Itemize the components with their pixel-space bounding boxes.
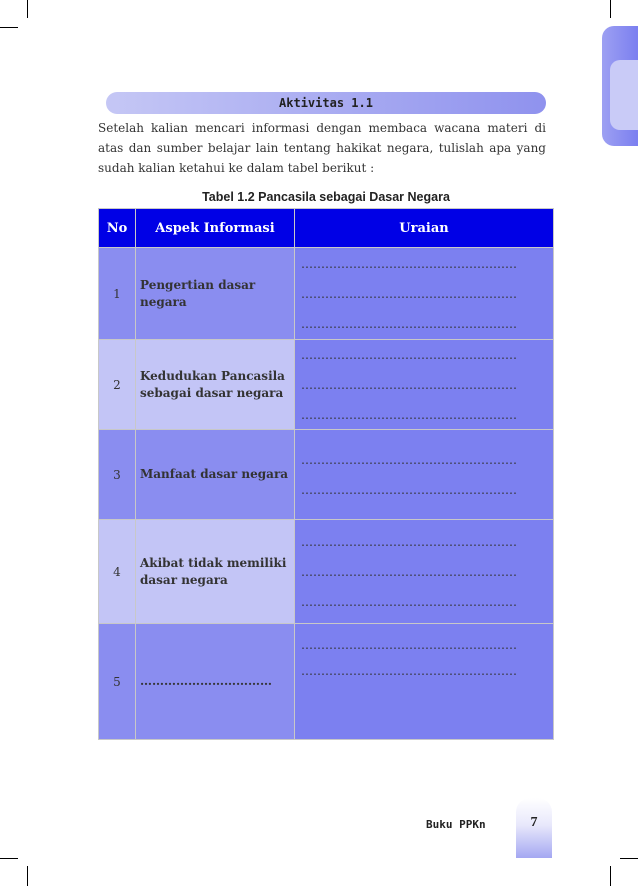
answer-line[interactable]: ……………………………………………… — [301, 377, 517, 392]
table-row — [99, 340, 554, 430]
pancasila-table — [98, 208, 554, 740]
intro-paragraph: Setelah kalian mencari informasi dengan membaca wacana materi di atas dan sumber belajar lain tentang hakikat negara, tulislah apa yang sudah kalian ketahui ke dalam tabel berikut : — [98, 121, 546, 175]
answer-line[interactable]: ……………………………………………… — [301, 664, 517, 678]
crop-mark — [27, 866, 28, 886]
answer-line[interactable]: ……………………………………………… — [301, 407, 517, 422]
row-number: 2 — [99, 340, 136, 430]
answer-line[interactable]: ……………………………………………… — [301, 347, 517, 362]
crop-mark — [27, 0, 28, 18]
crop-mark — [0, 27, 18, 28]
header-no: No — [99, 209, 136, 248]
row-aspek: Pengertian dasar negara — [136, 248, 295, 340]
answer-line[interactable]: ……………………………………………… — [301, 482, 517, 497]
table-row — [99, 520, 554, 624]
table-header-row — [99, 209, 554, 248]
answer-line[interactable]: ……………………………………………… — [301, 564, 517, 579]
row-uraian[interactable] — [295, 520, 554, 624]
answer-line[interactable]: ……………………………………………… — [301, 638, 517, 652]
crop-mark — [0, 858, 18, 859]
answer-line[interactable]: ……………………………………………… — [301, 256, 517, 271]
row-uraian[interactable] — [295, 430, 554, 520]
answer-line[interactable]: ……………………………………………… — [301, 452, 517, 467]
row-number: 3 — [99, 430, 136, 520]
table-row — [99, 430, 554, 520]
table-row — [99, 248, 554, 340]
answer-line[interactable]: ……………………………………………… — [301, 594, 517, 609]
row-number: 4 — [99, 520, 136, 624]
page-number: 7 — [530, 815, 538, 830]
header-uraian: Uraian — [295, 209, 554, 248]
row-uraian[interactable] — [295, 624, 554, 740]
book-title-footer: Buku PPKn — [426, 818, 486, 831]
activity-title: Aktivitas 1.1 — [106, 92, 546, 114]
answer-line[interactable]: ……………………………………………… — [301, 316, 517, 331]
row-aspek: Manfaat dasar negara — [136, 430, 295, 520]
row-aspek: Kedudukan Pancasila sebagai dasar negara — [136, 340, 295, 430]
side-tab-highlight — [610, 60, 638, 130]
row-aspek: Akibat tidak memiliki dasar negara — [136, 520, 295, 624]
answer-line[interactable]: ……………………………………………… — [301, 286, 517, 301]
row-uraian[interactable] — [295, 340, 554, 430]
table-row — [99, 624, 554, 740]
row-aspek-blank[interactable]: …………………………… — [136, 624, 295, 740]
row-number: 5 — [99, 624, 136, 740]
crop-mark — [610, 0, 611, 18]
table-caption: Tabel 1.2 Pancasila sebagai Dasar Negara — [202, 190, 450, 204]
header-aspek: Aspek Informasi — [136, 209, 295, 248]
row-number: 1 — [99, 248, 136, 340]
answer-line[interactable]: ……………………………………………… — [301, 534, 517, 549]
row-uraian[interactable] — [295, 248, 554, 340]
crop-mark — [610, 866, 611, 886]
crop-mark — [620, 858, 638, 859]
